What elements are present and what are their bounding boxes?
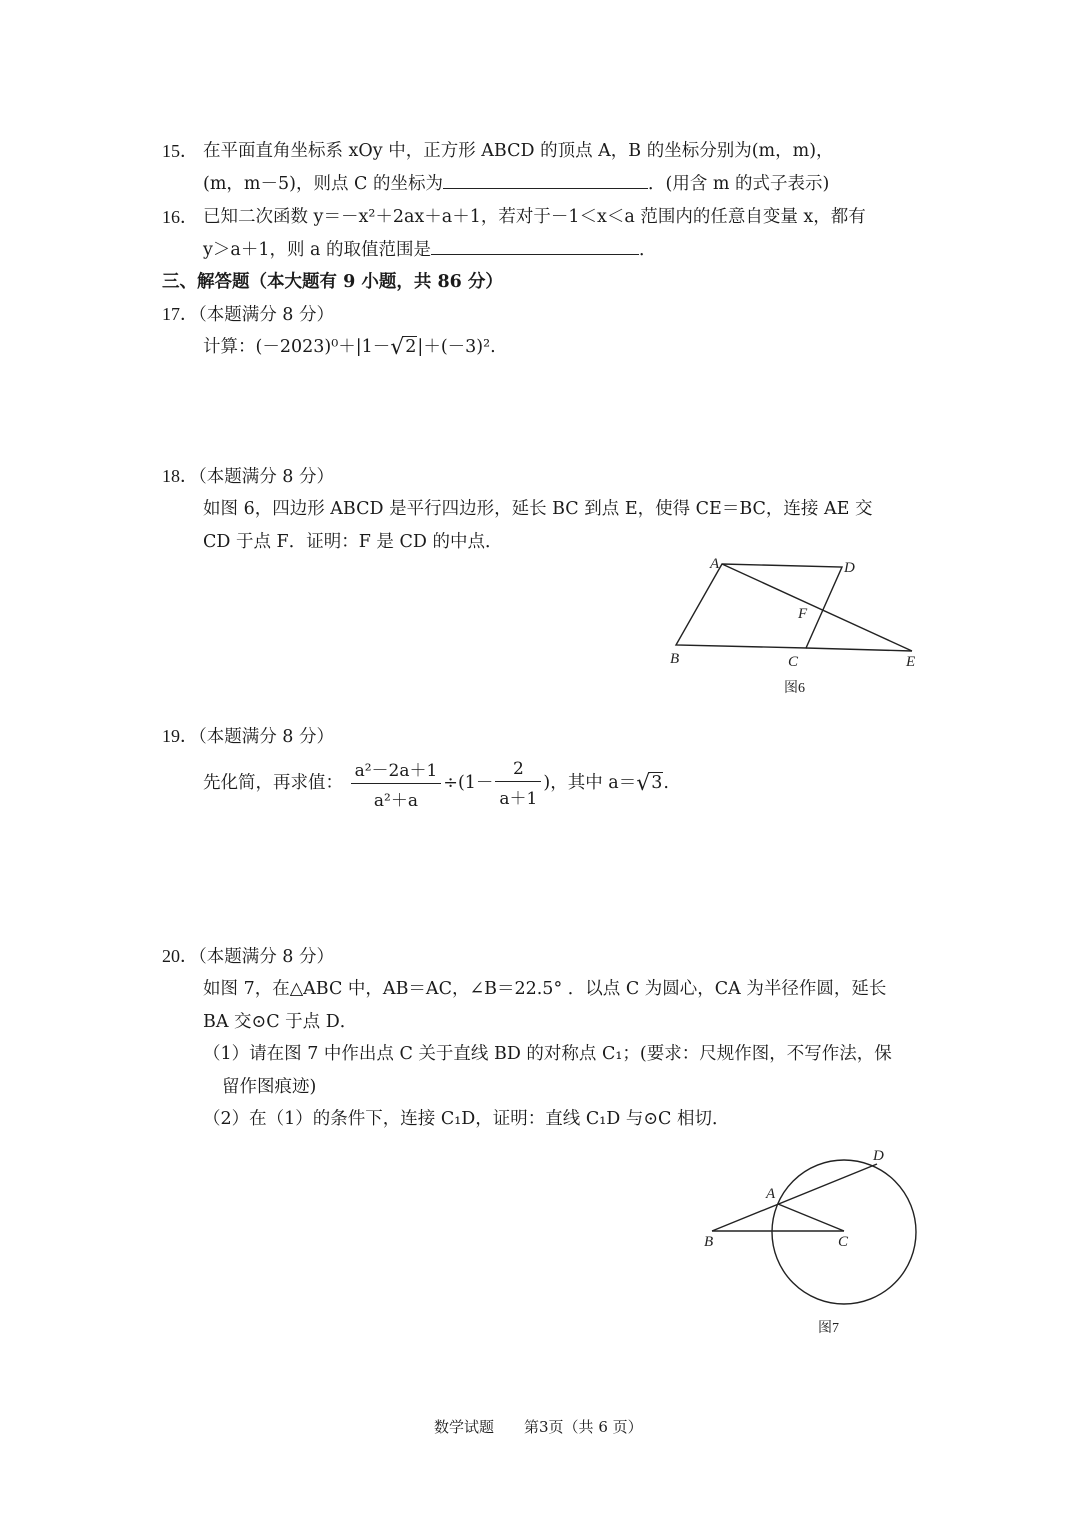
label-C: C xyxy=(838,1234,849,1250)
q19-end: . xyxy=(663,773,669,793)
q19-prefix: 先化简，再求值： xyxy=(203,773,343,793)
label-E: E xyxy=(906,654,916,670)
q19-fraction-1 xyxy=(351,756,442,811)
q18-line1: 如图 6，四边形 ABCD 是平行四边形，延长 BC 到点 E，使得 CE＝BC，连接 AE 交 xyxy=(203,499,873,519)
segment-ae xyxy=(722,564,912,651)
label-A: A xyxy=(710,556,720,572)
q17-suffix: |＋(－3)². xyxy=(417,337,496,357)
q18-score: （本题满分 8 分） xyxy=(198,467,335,487)
segment-ac xyxy=(778,1204,844,1231)
label-B: B xyxy=(670,651,680,667)
q20-part2: （2）在（1）的条件下，连接 C₁D，证明：直线 C₁D 与⊙C 相切． xyxy=(203,1109,730,1129)
q19-suffix: )，其中 a＝ xyxy=(543,773,637,793)
q17-expression xyxy=(203,333,496,360)
q16-answer-blank[interactable] xyxy=(431,253,639,255)
q18-number: 18． xyxy=(162,466,198,486)
q15-answer-blank[interactable] xyxy=(443,187,648,189)
q16-number: 16． xyxy=(162,207,198,227)
q19-radicand: 3 xyxy=(651,773,663,793)
q19-number: 19． xyxy=(162,726,198,746)
q19-header xyxy=(162,722,334,748)
q15-line1: 在平面直角坐标系 xOy 中，正方形 ABCD 的顶点 A，B 的坐标分别为(m，m)， xyxy=(203,141,834,161)
q17-sqrt: √2 xyxy=(390,335,417,360)
parallelogram-abcd xyxy=(676,564,842,648)
section-heading: 三、解答题（本大题有 9 小题，共 86 分） xyxy=(162,272,503,292)
q16-line2-a: y＞a＋1，则 a 的取值范围是 xyxy=(203,240,432,260)
q20-header xyxy=(162,942,334,968)
q17-radicand: 2 xyxy=(405,337,417,357)
figure-6 xyxy=(660,550,930,700)
q19-sqrt: √3 xyxy=(636,771,663,796)
q16-line2 xyxy=(203,236,657,261)
label-D: D xyxy=(844,560,855,576)
q19-frac2-denominator: a＋1 xyxy=(499,788,538,809)
q19-mid: ÷(1－ xyxy=(443,773,494,793)
label-D: D xyxy=(873,1148,884,1164)
segment-ce xyxy=(806,648,912,651)
q20-part1-line2: 留作图痕迹) xyxy=(222,1077,317,1097)
label-C: C xyxy=(788,654,799,670)
q17-prefix: 计算：(－2023)⁰＋|1－ xyxy=(203,337,391,357)
q15-line2 xyxy=(203,170,829,195)
q15-number: 15． xyxy=(162,141,198,161)
q20-score: （本题满分 8 分） xyxy=(198,947,335,967)
label-A: A xyxy=(766,1186,776,1202)
q18-line2: CD 于点 F．证明：F 是 CD 的中点． xyxy=(203,532,503,552)
q20-line1: 如图 7，在△ABC 中，AB＝AC，∠B＝22.5° ．以点 C 为圆心，CA 为半径作圆，延长 xyxy=(203,979,887,999)
q19-frac2-numerator: 2 xyxy=(495,759,541,782)
circle-c xyxy=(772,1160,916,1304)
page-footer: 数学试题 第3页（共 6 页） xyxy=(434,1418,643,1436)
q15-line2-a: (m，m－5)，则点 C 的坐标为 xyxy=(203,174,443,194)
q17-header xyxy=(162,300,334,326)
figure-7 xyxy=(690,1140,930,1350)
q17-score: （本题满分 8 分） xyxy=(198,305,335,325)
figure-7-caption: 图7 xyxy=(818,1321,839,1336)
q16-line1: 已知二次函数 y＝－x²＋2ax＋a＋1，若对于－1＜x＜a 范围内的任意自变量 x，都有 xyxy=(203,207,866,227)
q19-expression xyxy=(203,756,669,811)
figure-6-caption: 图6 xyxy=(784,681,805,696)
q15-line2-b: ．(用含 m 的式子表示) xyxy=(648,174,830,194)
q20-part1-line1: （1）请在图 7 中作出点 C 关于直线 BD 的对称点 C₁；(要求：尺规作图，不写作法，保 xyxy=(203,1044,892,1064)
q19-frac1-numerator: a²－2a＋1 xyxy=(351,756,442,784)
label-B: B xyxy=(704,1234,714,1250)
q16-line2-b: ． xyxy=(639,240,657,260)
q19-score: （本题满分 8 分） xyxy=(198,727,335,747)
q17-number: 17． xyxy=(162,304,198,324)
q20-line2: BA 交⊙C 于点 D． xyxy=(203,1012,358,1032)
line-bd xyxy=(712,1164,877,1231)
q18-header xyxy=(162,462,334,488)
q19-frac1-denominator: a²＋a xyxy=(373,791,418,811)
label-F: F xyxy=(798,606,808,622)
q20-number: 20． xyxy=(162,946,198,966)
q19-fraction-2 xyxy=(495,759,541,809)
